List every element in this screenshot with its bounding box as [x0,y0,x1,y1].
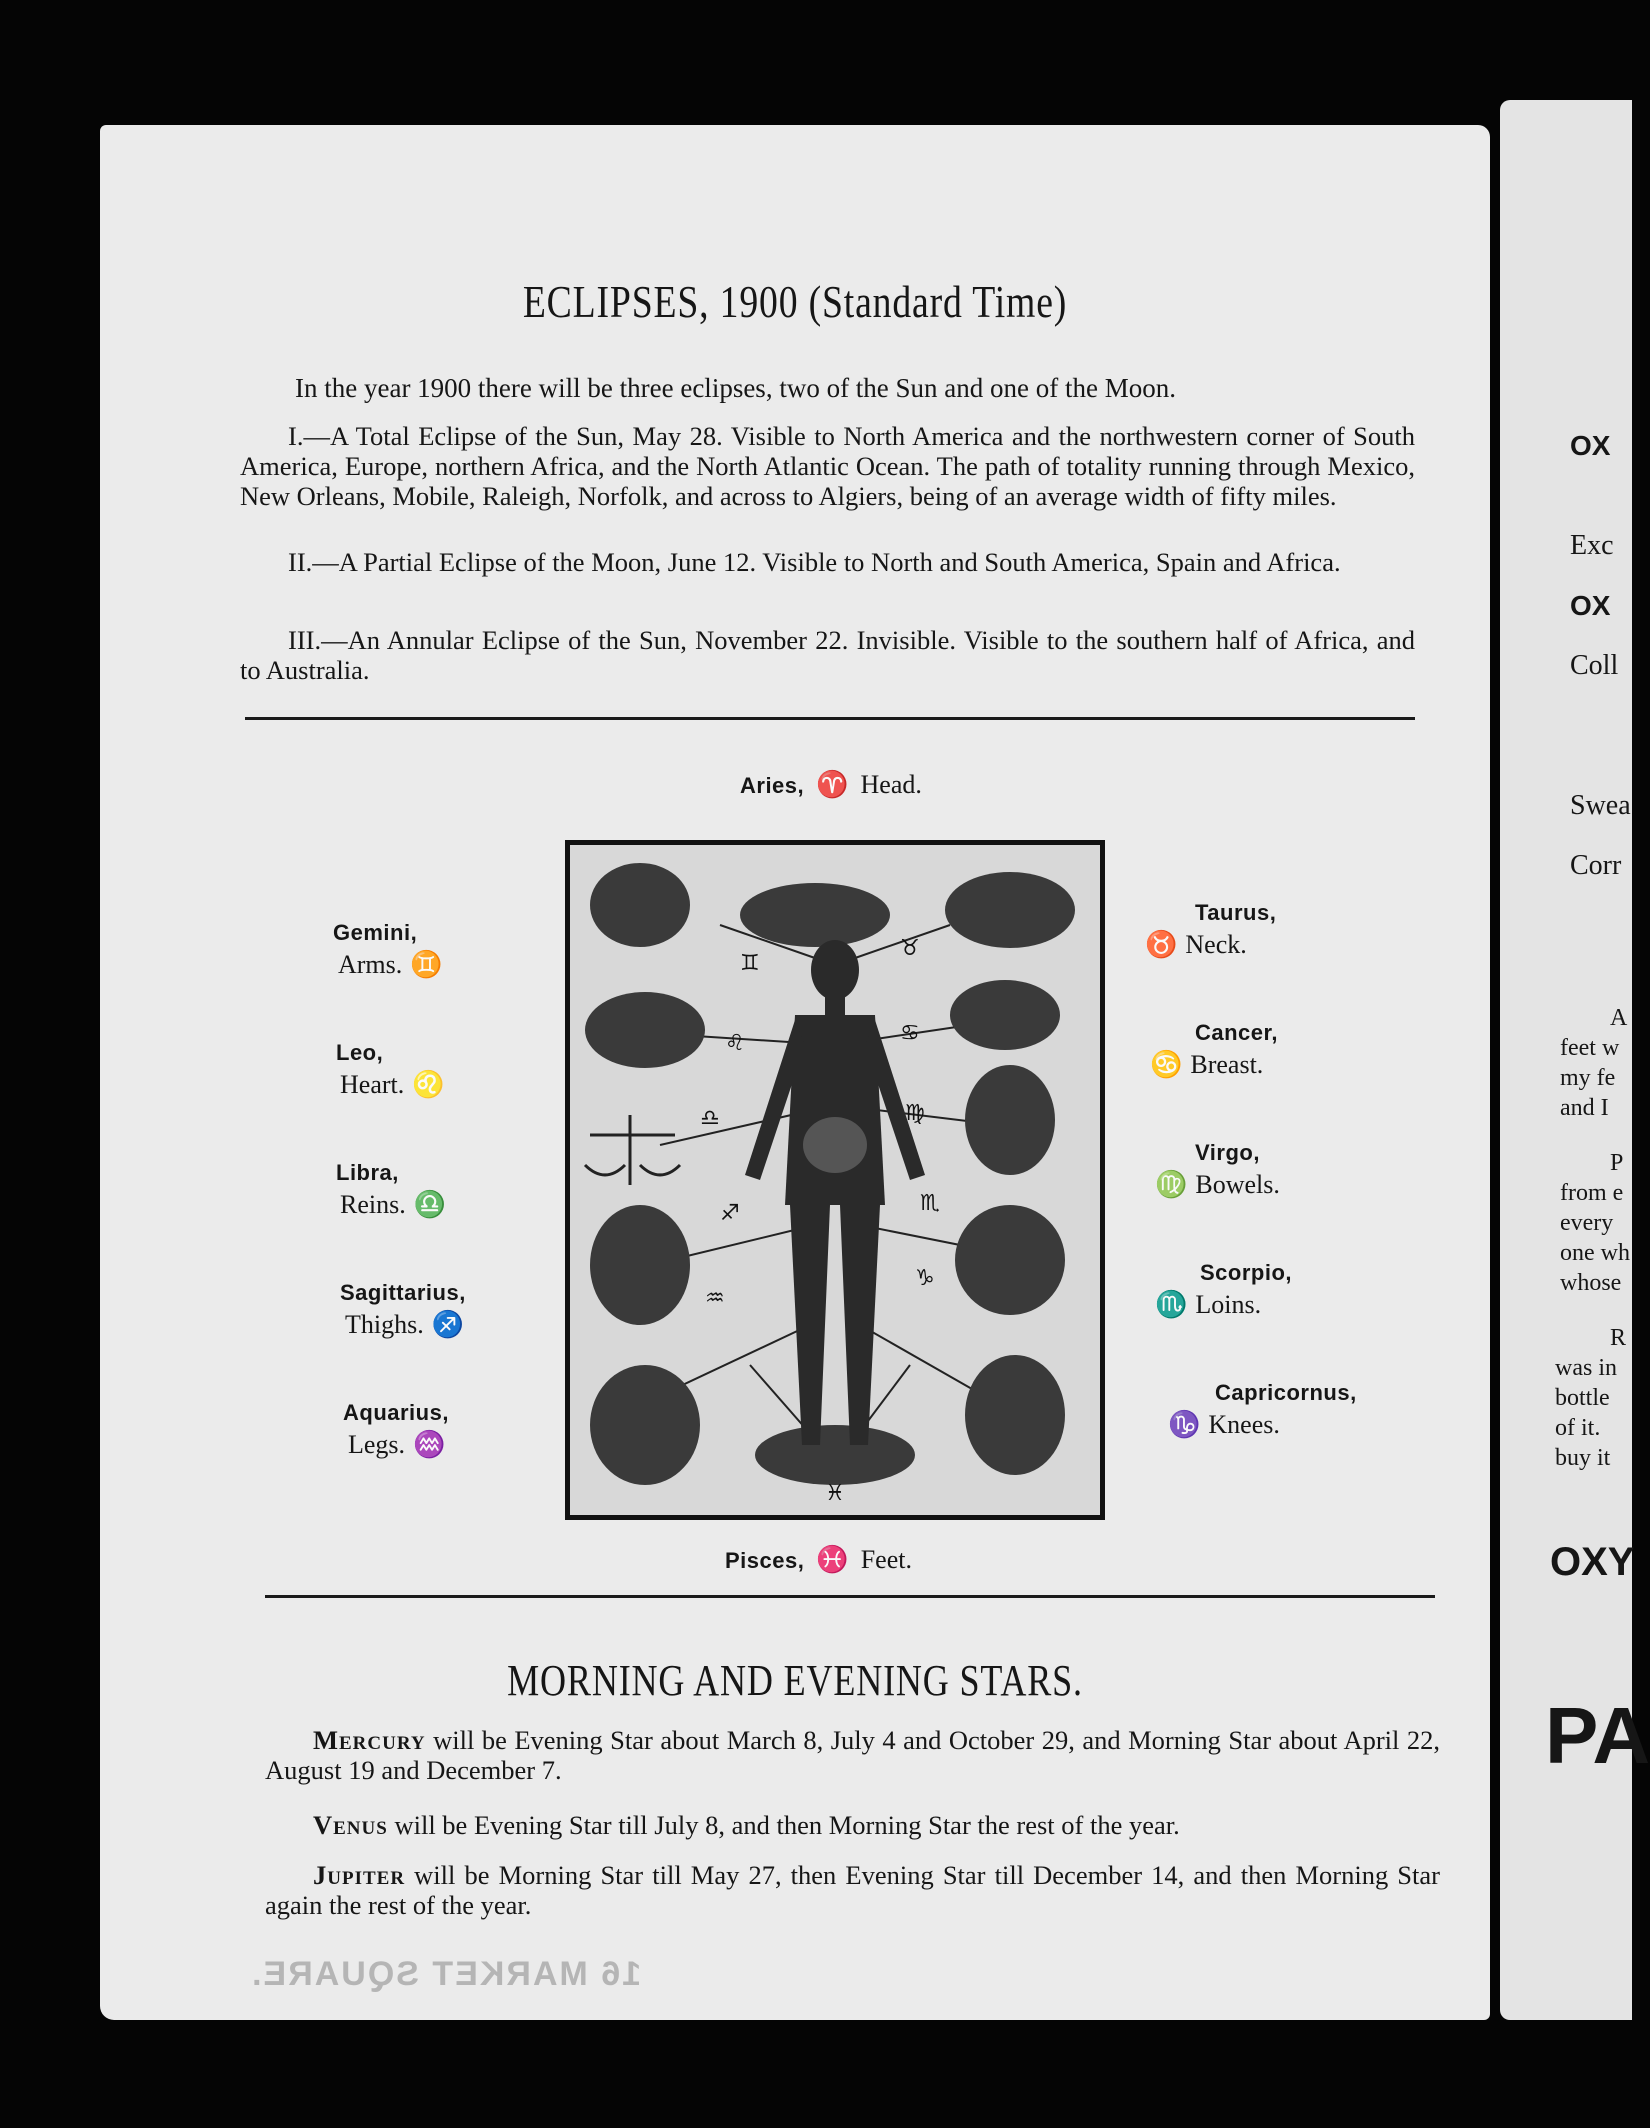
eclipse-item-2: II.—A Partial Eclipse of the Moon, June 12. Visible to North and South America, Spain and Africa. [288,547,1341,577]
svg-text:♓: ♓ [825,1481,845,1506]
svg-text:♑: ♑ [915,1266,935,1291]
adjacent-text: buy it [1555,1445,1611,1471]
svg-text:♎: ♎ [700,1106,720,1131]
eclipse-item-1: I.—A Total Eclipse of the Sun, May 28. Visible to North America and the northwestern corner of South America, Europe, northern Africa, and the North Atlantic Ocean. The path of totality running through Mexico, New Orleans, Mobile, Raleigh, Norfolk, and across to Algiers, being of an average width of fifty miles. [240,421,1415,511]
svg-text:♍: ♍ [905,1101,925,1126]
svg-text:♌: ♌ [725,1031,745,1056]
sign-part-sagittarius [345,1310,464,1340]
svg-text:♐: ♐ [720,1201,740,1226]
goat-icon: ♑ [1168,1410,1201,1439]
sign-part-text: Reins. [340,1190,406,1219]
svg-text:♋: ♋ [900,1021,920,1046]
adjacent-text: was in [1555,1355,1617,1381]
sign-part-text: Bowels. [1195,1170,1280,1199]
adjacent-text: my fe [1560,1065,1616,1091]
adjacent-text: of it. [1555,1415,1601,1441]
sign-part-text: Loins. [1195,1290,1262,1319]
sign-name-pisces: Pisces, [725,1548,805,1573]
virgin-icon: ♍ [1155,1170,1188,1199]
sign-part-text: Breast. [1190,1050,1264,1079]
star-item-venus [265,1810,1440,1840]
zodiac-man-woodcut [565,840,1105,1520]
svg-text:♏: ♏ [920,1191,940,1216]
stars-title: MORNING AND EVENING STARS. [507,1656,1083,1705]
adjacent-text: bottle [1555,1385,1610,1411]
sign-part-cancer [1150,1050,1263,1080]
sign-part-gemini [338,950,443,980]
fishes-icon: ♓ [816,1545,849,1574]
sign-part-libra [340,1190,446,1220]
svg-text:♉: ♉ [900,936,920,961]
adjacent-text: R [1610,1325,1627,1351]
adjacent-text: Coll [1570,650,1619,681]
svg-text:♒: ♒ [705,1286,725,1311]
star-item-jupiter [265,1860,1440,1920]
sign-name-cancer: Cancer, [1195,1020,1278,1045]
adjacent-text: Corr [1570,850,1622,881]
sign-pisces [725,1545,912,1575]
lion-icon: ♌ [412,1070,445,1099]
sign-part-capricornus [1168,1410,1280,1440]
sign-part-text: Heart. [340,1070,405,1099]
star-item-mercury [265,1725,1440,1785]
adjacent-text: and I [1560,1095,1609,1121]
star-text: will be Evening Star till July 8, and then Morning Star the rest of the year. [387,1810,1180,1840]
adjacent-text: PA [1545,1691,1650,1780]
adjacent-text: P [1610,1150,1624,1176]
planet-name: Jupiter [313,1860,406,1890]
sign-part-pisces: Feet. [860,1545,912,1574]
bleed-through-text: 16 MARKET SQUARE. [250,1955,642,1993]
sign-name-libra: Libra, [336,1160,399,1185]
archer-icon: ♐ [431,1310,465,1339]
sign-name-gemini: Gemini, [333,920,418,945]
adjacent-text: feet w [1560,1035,1620,1061]
section-divider-bottom [265,1595,1435,1598]
sign-part-text: Legs. [348,1430,406,1459]
adjacent-text: OX [1570,430,1611,461]
sign-part-text: Neck. [1185,930,1247,959]
sign-part-taurus [1145,930,1247,960]
adjacent-text: A [1610,1005,1628,1031]
sign-name-leo: Leo, [336,1040,384,1065]
sign-part-leo [340,1070,445,1100]
sign-name-sagittarius: Sagittarius, [340,1280,466,1305]
adjacent-text: every [1560,1210,1614,1236]
sign-name-capricornus: Capricornus, [1215,1380,1357,1405]
sign-part-text: Knees. [1208,1410,1280,1439]
sign-name-aquarius: Aquarius, [343,1400,449,1425]
crab-icon: ♋ [1150,1050,1183,1079]
eclipse-item-3: III.—An Annular Eclipse of the Sun, November 22. Invisible. Visible to the southern half of Africa, and to Australia. [240,625,1415,685]
star-text: will be Morning Star till May 27, then Evening Star till December 14, and then Morning Star again the rest of the year. [265,1860,1440,1920]
adjacent-page-edge [1500,100,1650,2020]
sign-name-virgo: Virgo, [1195,1140,1260,1165]
intro-text: In the year 1900 there will be three eclipses, two of the Sun and one of the Moon. [295,373,1177,403]
adjacent-text: Exc [1570,530,1614,561]
adjacent-text: one wh [1560,1240,1630,1266]
sign-aries [740,770,922,800]
planet-name: Venus [313,1810,388,1840]
bull-icon: ♉ [1145,930,1178,959]
adjacent-text: from e [1560,1180,1624,1206]
page-title: ECLIPSES, 1900 (Standard Time) [522,276,1068,327]
adjacent-text: OXY [1550,1540,1635,1584]
sign-part-scorpio [1155,1290,1261,1320]
sign-part-text: Thighs. [345,1310,424,1339]
svg-text:♊: ♊ [740,951,760,976]
adjacent-text: OX [1570,590,1611,621]
sign-name-taurus: Taurus, [1195,900,1277,925]
sign-part-aquarius [348,1430,445,1460]
water-bearer-icon: ♒ [413,1430,446,1459]
adjacent-text: Swea [1570,790,1631,821]
sign-name-scorpio: Scorpio, [1200,1260,1293,1285]
planet-name: Mercury [313,1725,426,1755]
almanac-page [100,125,1490,2020]
scales-icon: ♎ [413,1190,447,1219]
twins-icon: ♊ [410,950,443,979]
adjacent-text: whose [1560,1270,1622,1296]
sign-name-aries: Aries, [740,773,805,798]
section-divider-top [245,717,1415,720]
zodiac-man-illustration [570,845,1100,1515]
star-text: will be Evening Star about March 8, July 4 and October 29, and Morning Star about April 22, August 19 and December 7. [265,1725,1440,1785]
ram-icon: ♈ [816,770,849,799]
scorpion-icon: ♏ [1155,1290,1188,1319]
sign-part-aries: Head. [860,770,922,799]
sign-part-text: Arms. [338,950,403,979]
sign-part-virgo [1155,1170,1280,1200]
